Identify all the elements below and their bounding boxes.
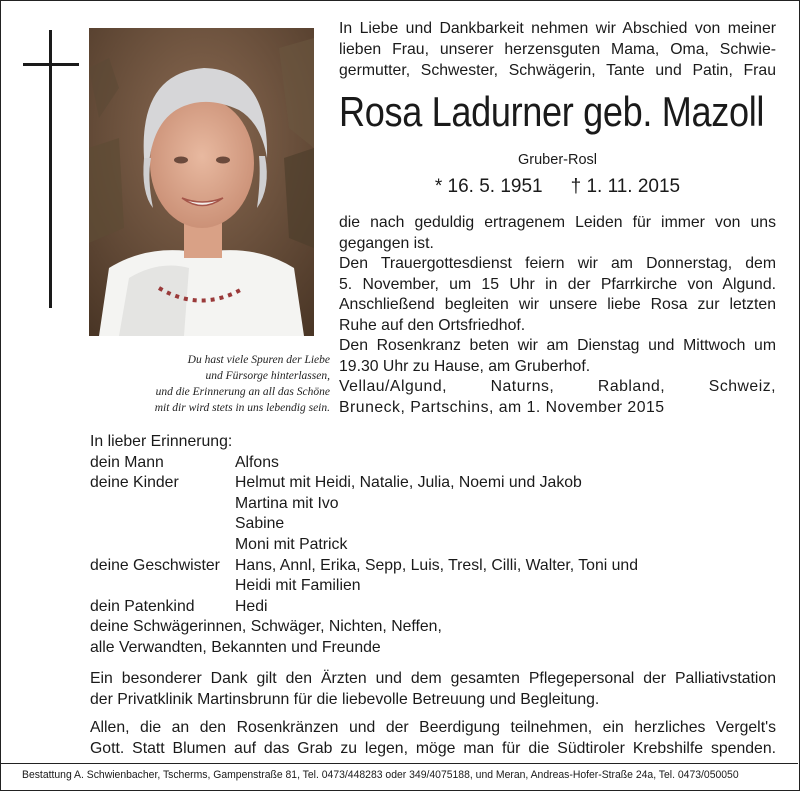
body-line: Den Trauergottesdienst feiern wir am Donnerstag, dem — [339, 255, 776, 272]
place-and-date — [339, 377, 776, 418]
mourner-relation — [90, 576, 235, 597]
mourner-names: Alfons — [235, 453, 279, 471]
mourner-relation — [90, 535, 235, 556]
mourner-names: Moni mit Patrick — [235, 535, 348, 553]
quote-line: mit dir wird stets in uns lebendig sein. — [154, 402, 330, 414]
body-line: Anschließend begleiten wir unsere liebe Rosa zur letzten — [339, 296, 776, 313]
body-line: 19.30 Uhr zu Hause, am Gruberhof. — [339, 358, 591, 375]
deceased-name: Rosa Ladurner geb. Mazoll — [339, 88, 765, 135]
body-line: 5. November, um 15 Uhr in der Pfarrkirche von Algund. — [339, 276, 776, 293]
portrait-photo — [89, 28, 314, 336]
funeral-home-contact: Bestattung A. Schwienbacher, Tscherms, Gampenstraße 81, Tel. 0473/448283 oder 349/4075188, und Meran, Andreas-Hofer-Straße 24a, Tel. 0473/050050 — [22, 769, 739, 781]
quote-line: und Fürsorge hinterlassen, — [205, 370, 330, 382]
mourner-row — [90, 453, 638, 474]
nickname: Gruber-Rosl — [518, 152, 597, 168]
body-line: die nach geduldig ertragenem Leiden für immer von uns — [339, 214, 776, 231]
birth-date: * 16. 5. 1951 — [434, 176, 543, 197]
place-line: Vellau/Algund, Naturns, Rabland, Schweiz, — [339, 378, 776, 395]
mourners-extra-line: deine Schwägerinnen, Schwäger, Nichten, Neffen, — [90, 618, 442, 636]
mourner-row — [90, 556, 638, 577]
life-dates — [339, 174, 776, 200]
mourners-list — [90, 432, 638, 659]
mourner-row — [90, 576, 638, 597]
cross-symbol-horizontal — [23, 63, 79, 66]
thanks-line: der Privatklinik Martinsbrunn für die liebevolle Betreuung und Begleitung. — [90, 691, 600, 708]
thanks-line: Ein besonderer Dank gilt den Ärzten und dem gesamten Pflegepersonal der Palliativstation — [90, 670, 776, 687]
mourner-row — [90, 514, 638, 535]
mourner-names: Martina mit Ivo — [235, 494, 339, 512]
closing-paragraph — [90, 717, 776, 759]
quote-line: und die Erinnerung an all das Schöne — [155, 386, 330, 398]
mourner-names: Hedi — [235, 597, 268, 615]
mourner-names: Hans, Annl, Erika, Sepp, Luis, Tresl, Cilli, Walter, Toni und — [235, 556, 639, 574]
memory-heading: In lieber Erinnerung: — [90, 433, 233, 450]
mourners-extra-line: alle Verwandten, Bekannten und Freunde — [90, 638, 381, 656]
mourner-relation: dein Patenkind — [90, 597, 195, 615]
intro-line: In Liebe und Dankbarkeit nehmen wir Abschied von meiner — [339, 20, 776, 37]
mourner-relation: dein Mann — [90, 453, 164, 471]
place-line: Bruneck, Partschins, am 1. November 2015 — [339, 398, 665, 416]
mourner-row — [90, 494, 638, 515]
closing-line: Allen, die an den Rosenkränzen und der Beerdigung teilnehmen, ein herzliches Vergelt's — [90, 719, 776, 736]
intro-line: lieben Frau, unserer herzensguten Mama, Oma, Schwie- — [339, 41, 776, 58]
intro-line: germutter, Schwester, Schwägerin, Tante und Patin, Frau — [339, 62, 776, 79]
quote-line: Du hast viele Spuren der Liebe — [187, 354, 330, 366]
mourner-relation — [90, 514, 235, 535]
mourner-row — [90, 473, 638, 494]
body-line: Ruhe auf den Ortsfriedhof. — [339, 317, 526, 334]
body-line: gegangen ist. — [339, 235, 434, 252]
mourner-row — [90, 535, 638, 556]
closing-line: Gott. Statt Blumen auf das Grab zu legen, möge man für die Südtiroler Krebshilfe spenden. — [90, 740, 776, 757]
death-date: † 1. 11. 2015 — [570, 176, 681, 197]
mourner-names: Helmut mit Heidi, Natalie, Julia, Noemi und Jakob — [235, 474, 582, 492]
mourner-names: Sabine — [235, 515, 285, 533]
body-line: Den Rosenkranz beten wir am Dienstag und Mittwoch um — [339, 337, 776, 354]
mourner-names: Heidi mit Familien — [235, 577, 361, 595]
mourner-relation: deine Geschwister — [90, 556, 220, 574]
thanks-paragraph — [90, 668, 776, 710]
mourner-relation — [90, 494, 235, 515]
mourner-row — [90, 597, 638, 618]
cross-symbol-vertical — [49, 30, 52, 308]
funeral-home-footer — [0, 763, 798, 790]
mourner-relation: deine Kinder — [90, 474, 179, 492]
memorial-quote — [92, 352, 330, 416]
